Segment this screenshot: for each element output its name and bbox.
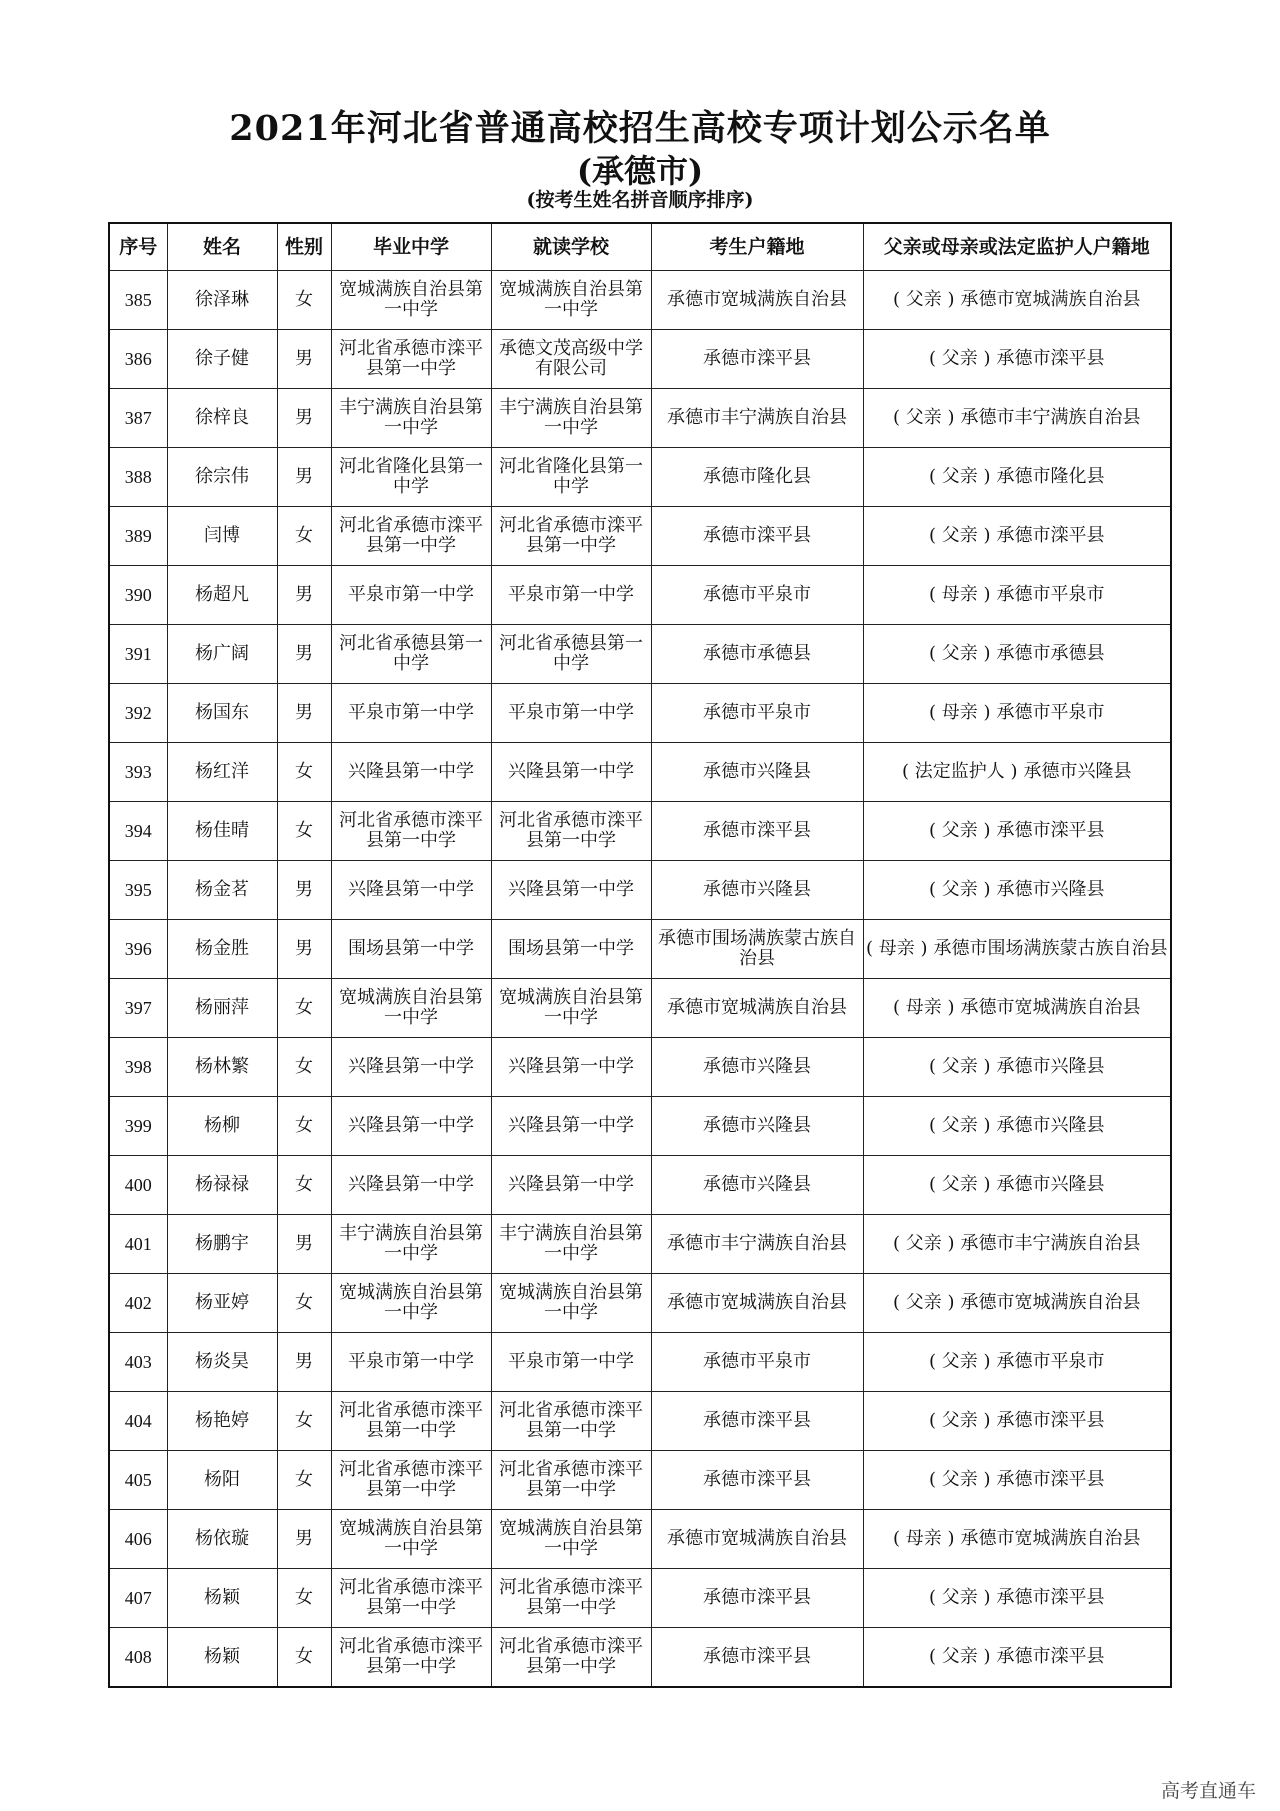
table-row xyxy=(109,979,1171,1038)
cell-name: 杨颖 xyxy=(167,1569,277,1628)
cell-hukou: 承德市滦平县 xyxy=(651,802,863,861)
guardian-relation: ( 父亲 ) xyxy=(929,1469,991,1490)
guardian-relation: ( 母亲 ) xyxy=(893,997,955,1018)
cell-guardian-hukou xyxy=(863,330,1171,389)
cell-hukou: 承德市滦平县 xyxy=(651,1628,863,1688)
cell-current-school: 围场县第一中学 xyxy=(491,920,651,979)
guardian-relation: ( 母亲 ) xyxy=(866,938,928,959)
cell-name: 杨柳 xyxy=(167,1097,277,1156)
cell-grad-school: 宽城满族自治县第一中学 xyxy=(331,1274,491,1333)
cell-name: 杨红洋 xyxy=(167,743,277,802)
cell-no: 389 xyxy=(109,507,167,566)
cell-grad-school: 兴隆县第一中学 xyxy=(331,861,491,920)
cell-guardian-hukou xyxy=(863,1392,1171,1451)
table-row xyxy=(109,1215,1171,1274)
guardian-relation: ( 法定监护人 ) xyxy=(902,761,1018,782)
cell-name: 杨金茗 xyxy=(167,861,277,920)
col-header-sex: 性别 xyxy=(277,223,331,271)
cell-guardian-hukou xyxy=(863,743,1171,802)
cell-grad-school: 平泉市第一中学 xyxy=(331,566,491,625)
cell-sex: 女 xyxy=(277,1274,331,1333)
cell-name: 徐子健 xyxy=(167,330,277,389)
sort-note: (按考生姓名拼音顺序排序) xyxy=(526,189,754,211)
cell-name: 杨禄禄 xyxy=(167,1156,277,1215)
table-row xyxy=(109,625,1171,684)
guardian-relation: ( 父亲 ) xyxy=(893,407,955,428)
guardian-place: 承德市宽城满族自治县 xyxy=(960,997,1141,1018)
table-row xyxy=(109,1451,1171,1510)
cell-grad-school: 兴隆县第一中学 xyxy=(331,1097,491,1156)
col-header-grad-school: 毕业中学 xyxy=(331,223,491,271)
cell-current-school: 丰宁满族自治县第一中学 xyxy=(491,1215,651,1274)
guardian-place: 承德市丰宁满族自治县 xyxy=(960,1233,1141,1254)
cell-no: 385 xyxy=(109,271,167,330)
col-header-guardian-hukou: 父亲或母亲或法定监护人户籍地 xyxy=(863,223,1171,271)
cell-no: 404 xyxy=(109,1392,167,1451)
cell-current-school: 宽城满族自治县第一中学 xyxy=(491,979,651,1038)
cell-sex: 女 xyxy=(277,507,331,566)
cell-guardian-hukou xyxy=(863,1038,1171,1097)
cell-no: 396 xyxy=(109,920,167,979)
cell-name: 杨鹏宇 xyxy=(167,1215,277,1274)
guardian-relation: ( 父亲 ) xyxy=(929,1410,991,1431)
cell-hukou: 承德市滦平县 xyxy=(651,330,863,389)
cell-guardian-hukou xyxy=(863,920,1171,979)
cell-hukou: 承德市兴隆县 xyxy=(651,1038,863,1097)
cell-guardian-hukou xyxy=(863,389,1171,448)
guardian-place: 承德市丰宁满族自治县 xyxy=(960,407,1141,428)
guardian-place: 承德市滦平县 xyxy=(996,348,1105,369)
cell-grad-school: 河北省承德市滦平县第一中学 xyxy=(331,330,491,389)
cell-current-school: 河北省承德市滦平县第一中学 xyxy=(491,802,651,861)
cell-name: 徐泽琳 xyxy=(167,271,277,330)
cell-name: 杨颖 xyxy=(167,1628,277,1688)
guardian-place: 承德市兴隆县 xyxy=(996,879,1105,900)
guardian-place: 承德市隆化县 xyxy=(996,466,1105,487)
cell-no: 407 xyxy=(109,1569,167,1628)
cell-current-school: 丰宁满族自治县第一中学 xyxy=(491,389,651,448)
col-header-name: 姓名 xyxy=(167,223,277,271)
guardian-place: 承德市滦平县 xyxy=(996,1646,1105,1667)
table-row xyxy=(109,1333,1171,1392)
cell-guardian-hukou xyxy=(863,802,1171,861)
cell-name: 杨艳婷 xyxy=(167,1392,277,1451)
cell-guardian-hukou xyxy=(863,979,1171,1038)
cell-grad-school: 平泉市第一中学 xyxy=(331,1333,491,1392)
col-header-current-school: 就读学校 xyxy=(491,223,651,271)
guardian-relation: ( 母亲 ) xyxy=(929,584,991,605)
guardian-place: 承德市兴隆县 xyxy=(996,1056,1105,1077)
table-row xyxy=(109,1097,1171,1156)
cell-hukou: 承德市兴隆县 xyxy=(651,1156,863,1215)
table-row xyxy=(109,1038,1171,1097)
guardian-relation: ( 父亲 ) xyxy=(929,1351,991,1372)
cell-hukou: 承德市滦平县 xyxy=(651,1569,863,1628)
cell-current-school: 河北省承德市滦平县第一中学 xyxy=(491,1628,651,1688)
cell-current-school: 宽城满族自治县第一中学 xyxy=(491,271,651,330)
table-row xyxy=(109,1510,1171,1569)
cell-current-school: 宽城满族自治县第一中学 xyxy=(491,1510,651,1569)
cell-sex: 男 xyxy=(277,389,331,448)
cell-name: 闫博 xyxy=(167,507,277,566)
cell-guardian-hukou xyxy=(863,1628,1171,1688)
guardian-place: 承德市兴隆县 xyxy=(1023,761,1132,782)
cell-guardian-hukou xyxy=(863,1451,1171,1510)
cell-sex: 男 xyxy=(277,920,331,979)
table-row xyxy=(109,743,1171,802)
table-row xyxy=(109,507,1171,566)
cell-name: 杨依璇 xyxy=(167,1510,277,1569)
guardian-relation: ( 父亲 ) xyxy=(929,879,991,900)
cell-current-school: 河北省隆化县第一中学 xyxy=(491,448,651,507)
cell-sex: 女 xyxy=(277,1451,331,1510)
cell-name: 杨炎昊 xyxy=(167,1333,277,1392)
col-header-hukou: 考生户籍地 xyxy=(651,223,863,271)
cell-grad-school: 河北省承德市滦平县第一中学 xyxy=(331,507,491,566)
guardian-place: 承德市平泉市 xyxy=(996,584,1105,605)
cell-hukou: 承德市宽城满族自治县 xyxy=(651,271,863,330)
cell-name: 杨林繁 xyxy=(167,1038,277,1097)
cell-no: 393 xyxy=(109,743,167,802)
cell-name: 杨国东 xyxy=(167,684,277,743)
cell-name: 徐宗伟 xyxy=(167,448,277,507)
guardian-place: 承德市兴隆县 xyxy=(996,1115,1105,1136)
guardian-relation: ( 父亲 ) xyxy=(929,1056,991,1077)
guardian-relation: ( 父亲 ) xyxy=(929,525,991,546)
cell-sex: 女 xyxy=(277,979,331,1038)
guardian-relation: ( 父亲 ) xyxy=(929,643,991,664)
cell-no: 397 xyxy=(109,979,167,1038)
cell-sex: 男 xyxy=(277,566,331,625)
cell-hukou: 承德市平泉市 xyxy=(651,1333,863,1392)
cell-current-school: 宽城满族自治县第一中学 xyxy=(491,1274,651,1333)
guardian-relation: ( 母亲 ) xyxy=(893,1528,955,1549)
cell-sex: 男 xyxy=(277,1510,331,1569)
cell-guardian-hukou xyxy=(863,1274,1171,1333)
cell-grad-school: 宽城满族自治县第一中学 xyxy=(331,271,491,330)
cell-grad-school: 河北省承德市滦平县第一中学 xyxy=(331,1569,491,1628)
cell-sex: 女 xyxy=(277,1569,331,1628)
cell-name: 杨亚婷 xyxy=(167,1274,277,1333)
watermark: 高考直通车 xyxy=(1160,1780,1256,1802)
cell-guardian-hukou xyxy=(863,1333,1171,1392)
cell-current-school: 兴隆县第一中学 xyxy=(491,1097,651,1156)
cell-name: 杨金胜 xyxy=(167,920,277,979)
table-row xyxy=(109,861,1171,920)
cell-hukou: 承德市宽城满族自治县 xyxy=(651,979,863,1038)
cell-no: 392 xyxy=(109,684,167,743)
guardian-relation: ( 父亲 ) xyxy=(929,1115,991,1136)
cell-guardian-hukou xyxy=(863,507,1171,566)
cell-hukou: 承德市平泉市 xyxy=(651,566,863,625)
cell-guardian-hukou xyxy=(863,1215,1171,1274)
col-header-no: 序号 xyxy=(109,223,167,271)
table-row xyxy=(109,1156,1171,1215)
table-row xyxy=(109,1274,1171,1333)
cell-grad-school: 河北省隆化县第一中学 xyxy=(331,448,491,507)
cell-name: 杨阳 xyxy=(167,1451,277,1510)
guardian-relation: ( 父亲 ) xyxy=(893,289,955,310)
guardian-place: 承德市滦平县 xyxy=(996,1410,1105,1431)
table-row xyxy=(109,566,1171,625)
cell-sex: 男 xyxy=(277,1215,331,1274)
guardian-place: 承德市平泉市 xyxy=(996,1351,1105,1372)
cell-current-school: 承德文茂高级中学有限公司 xyxy=(491,330,651,389)
cell-grad-school: 兴隆县第一中学 xyxy=(331,1038,491,1097)
cell-guardian-hukou xyxy=(863,1097,1171,1156)
cell-name: 杨超凡 xyxy=(167,566,277,625)
guardian-place: 承德市滦平县 xyxy=(996,1469,1105,1490)
cell-name: 杨佳晴 xyxy=(167,802,277,861)
cell-sex: 男 xyxy=(277,684,331,743)
cell-no: 394 xyxy=(109,802,167,861)
cell-guardian-hukou xyxy=(863,1569,1171,1628)
guardian-place: 承德市兴隆县 xyxy=(996,1174,1105,1195)
cell-grad-school: 河北省承德市滦平县第一中学 xyxy=(331,1392,491,1451)
cell-grad-school: 兴隆县第一中学 xyxy=(331,1156,491,1215)
table-row xyxy=(109,330,1171,389)
table-row xyxy=(109,389,1171,448)
cell-hukou: 承德市滦平县 xyxy=(651,1392,863,1451)
guardian-relation: ( 父亲 ) xyxy=(929,820,991,841)
cell-no: 399 xyxy=(109,1097,167,1156)
cell-hukou: 承德市兴隆县 xyxy=(651,743,863,802)
cell-current-school: 平泉市第一中学 xyxy=(491,684,651,743)
cell-no: 405 xyxy=(109,1451,167,1510)
cell-current-school: 兴隆县第一中学 xyxy=(491,861,651,920)
cell-no: 406 xyxy=(109,1510,167,1569)
guardian-place: 承德市滦平县 xyxy=(996,1587,1105,1608)
cell-grad-school: 平泉市第一中学 xyxy=(331,684,491,743)
cell-current-school: 河北省承德市滦平县第一中学 xyxy=(491,1392,651,1451)
cell-guardian-hukou xyxy=(863,1156,1171,1215)
cell-grad-school: 围场县第一中学 xyxy=(331,920,491,979)
cell-grad-school: 河北省承德市滦平县第一中学 xyxy=(331,1628,491,1688)
guardian-relation: ( 父亲 ) xyxy=(929,1174,991,1195)
page-subtitle: (承德市) xyxy=(576,152,704,190)
cell-name: 杨广阔 xyxy=(167,625,277,684)
cell-hukou: 承德市围场满族蒙古族自治县 xyxy=(651,920,863,979)
cell-guardian-hukou xyxy=(863,1510,1171,1569)
guardian-relation: ( 父亲 ) xyxy=(893,1233,955,1254)
cell-sex: 男 xyxy=(277,1333,331,1392)
cell-sex: 女 xyxy=(277,1097,331,1156)
cell-name: 徐梓良 xyxy=(167,389,277,448)
cell-sex: 女 xyxy=(277,802,331,861)
cell-hukou: 承德市平泉市 xyxy=(651,684,863,743)
cell-sex: 女 xyxy=(277,1628,331,1688)
guardian-place: 承德市宽城满族自治县 xyxy=(960,289,1141,310)
cell-guardian-hukou xyxy=(863,625,1171,684)
cell-current-school: 河北省承德县第一中学 xyxy=(491,625,651,684)
cell-grad-school: 河北省承德县第一中学 xyxy=(331,625,491,684)
cell-hukou: 承德市承德县 xyxy=(651,625,863,684)
cell-no: 391 xyxy=(109,625,167,684)
cell-current-school: 平泉市第一中学 xyxy=(491,566,651,625)
cell-guardian-hukou xyxy=(863,566,1171,625)
cell-no: 400 xyxy=(109,1156,167,1215)
cell-sex: 女 xyxy=(277,1392,331,1451)
cell-sex: 男 xyxy=(277,625,331,684)
guardian-place: 承德市滦平县 xyxy=(996,525,1105,546)
cell-no: 395 xyxy=(109,861,167,920)
cell-current-school: 平泉市第一中学 xyxy=(491,1333,651,1392)
cell-sex: 女 xyxy=(277,1156,331,1215)
cell-no: 401 xyxy=(109,1215,167,1274)
cell-hukou: 承德市宽城满族自治县 xyxy=(651,1274,863,1333)
cell-name: 杨丽萍 xyxy=(167,979,277,1038)
cell-no: 387 xyxy=(109,389,167,448)
table-row xyxy=(109,271,1171,330)
cell-hukou: 承德市兴隆县 xyxy=(651,1097,863,1156)
cell-hukou: 承德市丰宁满族自治县 xyxy=(651,1215,863,1274)
cell-sex: 女 xyxy=(277,271,331,330)
guardian-relation: ( 父亲 ) xyxy=(893,1292,955,1313)
guardian-place: 承德市滦平县 xyxy=(996,820,1105,841)
table-header-row xyxy=(109,223,1171,271)
cell-guardian-hukou xyxy=(863,684,1171,743)
admission-list-table xyxy=(108,222,1172,1688)
cell-guardian-hukou xyxy=(863,861,1171,920)
guardian-relation: ( 父亲 ) xyxy=(929,1646,991,1667)
guardian-relation: ( 父亲 ) xyxy=(929,466,991,487)
cell-hukou: 承德市丰宁满族自治县 xyxy=(651,389,863,448)
cell-current-school: 河北省承德市滦平县第一中学 xyxy=(491,507,651,566)
cell-sex: 男 xyxy=(277,448,331,507)
cell-sex: 男 xyxy=(277,861,331,920)
cell-current-school: 兴隆县第一中学 xyxy=(491,1156,651,1215)
guardian-relation: ( 父亲 ) xyxy=(929,348,991,369)
cell-no: 408 xyxy=(109,1628,167,1688)
table-row xyxy=(109,1628,1171,1688)
cell-no: 403 xyxy=(109,1333,167,1392)
guardian-place: 承德市围场满族蒙古族自治县 xyxy=(933,938,1168,959)
guardian-place: 承德市承德县 xyxy=(996,643,1105,664)
page-title: 2021年河北省普通高校招生高校专项计划公示名单 xyxy=(229,108,1051,149)
cell-no: 386 xyxy=(109,330,167,389)
guardian-place: 承德市宽城满族自治县 xyxy=(960,1528,1141,1549)
cell-guardian-hukou xyxy=(863,271,1171,330)
cell-sex: 男 xyxy=(277,330,331,389)
cell-grad-school: 丰宁满族自治县第一中学 xyxy=(331,389,491,448)
cell-no: 398 xyxy=(109,1038,167,1097)
cell-no: 390 xyxy=(109,566,167,625)
guardian-place: 承德市宽城满族自治县 xyxy=(960,1292,1141,1313)
cell-sex: 女 xyxy=(277,743,331,802)
cell-current-school: 河北省承德市滦平县第一中学 xyxy=(491,1451,651,1510)
guardian-place: 承德市平泉市 xyxy=(996,702,1105,723)
cell-current-school: 河北省承德市滦平县第一中学 xyxy=(491,1569,651,1628)
cell-current-school: 兴隆县第一中学 xyxy=(491,1038,651,1097)
guardian-relation: ( 父亲 ) xyxy=(929,1587,991,1608)
cell-sex: 女 xyxy=(277,1038,331,1097)
cell-grad-school: 丰宁满族自治县第一中学 xyxy=(331,1215,491,1274)
cell-grad-school: 兴隆县第一中学 xyxy=(331,743,491,802)
cell-no: 402 xyxy=(109,1274,167,1333)
table-row xyxy=(109,802,1171,861)
cell-current-school: 兴隆县第一中学 xyxy=(491,743,651,802)
table-row xyxy=(109,1569,1171,1628)
cell-grad-school: 宽城满族自治县第一中学 xyxy=(331,1510,491,1569)
table-row xyxy=(109,448,1171,507)
cell-grad-school: 河北省承德市滦平县第一中学 xyxy=(331,1451,491,1510)
table-row xyxy=(109,1392,1171,1451)
cell-hukou: 承德市兴隆县 xyxy=(651,861,863,920)
guardian-relation: ( 母亲 ) xyxy=(929,702,991,723)
cell-hukou: 承德市滦平县 xyxy=(651,1451,863,1510)
cell-hukou: 承德市宽城满族自治县 xyxy=(651,1510,863,1569)
cell-grad-school: 宽城满族自治县第一中学 xyxy=(331,979,491,1038)
cell-hukou: 承德市隆化县 xyxy=(651,448,863,507)
cell-hukou: 承德市滦平县 xyxy=(651,507,863,566)
table-row xyxy=(109,684,1171,743)
cell-guardian-hukou xyxy=(863,448,1171,507)
table-row xyxy=(109,920,1171,979)
cell-grad-school: 河北省承德市滦平县第一中学 xyxy=(331,802,491,861)
cell-no: 388 xyxy=(109,448,167,507)
